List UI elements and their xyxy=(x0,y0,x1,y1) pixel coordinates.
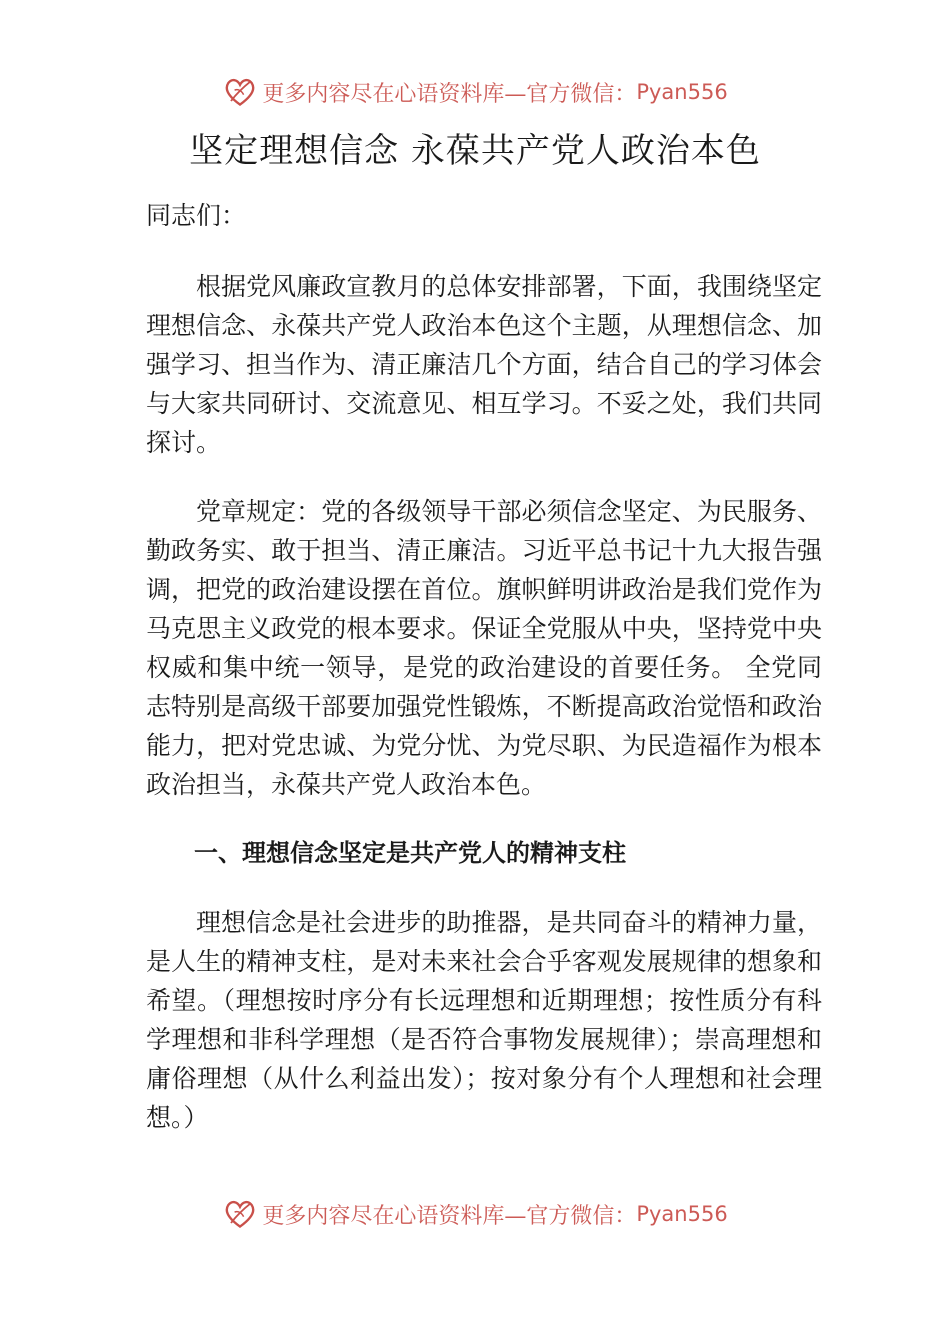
greeting: 同志们： xyxy=(146,201,247,230)
section-heading: 一、理想信念坚定是共产党人的精神支柱 xyxy=(194,839,626,867)
watermark-wechat-id: Pyan556 xyxy=(636,80,728,104)
paragraph-ideals: 理想信念是社会进步的助推器，是共同奋斗的精神力量，是人生的精神支柱，是对未来社会合乎客观发展规律的想象和希望。（理想按时序分有长远理想和近期理想；按性质分有科学理想和非科学理想（是否符合事物发展规律）；崇高理想和庸俗理想（从什么利益出发）；按对象分有个人理想和社会理想。） xyxy=(146,908,822,1132)
header-watermark xyxy=(0,72,950,112)
watermark-wechat-id: Pyan556 xyxy=(636,1202,728,1226)
heart-logo-icon xyxy=(222,74,258,110)
document-body xyxy=(146,196,822,1167)
paragraph-intro: 根据党风廉政宣教月的总体安排部署，下面，我围绕坚定理想信念、永葆共产党人政治本色这个主题，从理想信念、加强学习、担当作为、清正廉洁几个方面，结合自己的学习体会与大家共同研讨、交流意见、相互学习。不妥之处，我们共同探讨。 xyxy=(146,272,822,457)
heart-logo-icon xyxy=(222,1196,258,1232)
watermark-text: 更多内容尽在心语资料库—官方微信： xyxy=(262,1203,637,1229)
paragraph-party-constitution: 党章规定：党的各级领导干部必须信念坚定、为民服务、勤政务实、敢于担当、清正廉洁。习近平总书记十九大报告强调，把党的政治建设摆在首位。旗帜鲜明讲政治是我们党作为马克思主义政党的根本要求。保证全党服从中央，坚持党中央权威和集中统一领导，是党的政治建设的首要任务。 全党同志特别是高级干部要加强党性锻炼，不断提高政治觉悟和政治能力，把对党忠诚、为党分忧、为党尽职、为民造福作为根本政治担当，永葆共产党人政治本色。 xyxy=(146,497,822,799)
document-title: 坚定理想信念 永葆共产党人政治本色 xyxy=(189,131,761,171)
watermark-text: 更多内容尽在心语资料库—官方微信： xyxy=(262,81,637,107)
footer-watermark xyxy=(0,1194,950,1234)
